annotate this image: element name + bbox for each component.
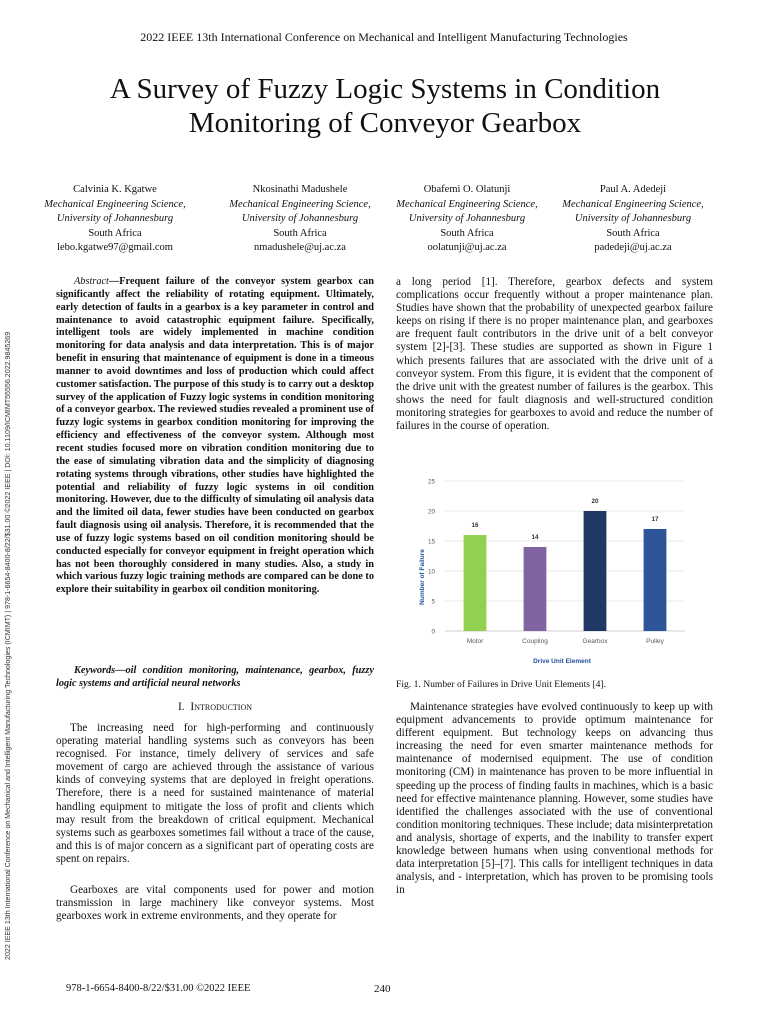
side-citation-text: 2022 IEEE 13th International Conference on Mechanical and Intelligent Manufacturing Technologies (ICMIMT) | 978-1-6654-8400-8/22/$31.00 ©2022 IEEE | DOI: 10.1109/ICMIMT55556.2022.9845269: [4, 331, 12, 960]
author-country: South Africa: [606, 227, 660, 239]
conference-header: 2022 IEEE 13th International Conference on Mechanical and Intelligent Manufacturing Technologies: [140, 30, 628, 44]
author-email[interactable]: padedeji@uj.ac.za: [594, 242, 672, 253]
bar-gearbox: [584, 511, 607, 631]
y-tick-label: 20: [427, 508, 435, 516]
author-university: University of Johannesburg: [408, 213, 526, 224]
x-tick-label: Gearbox: [582, 638, 608, 645]
author-email[interactable]: oolatunji@uj.ac.za: [427, 242, 507, 253]
failure-bar-chart: [403, 474, 703, 674]
y-tick-label: 5: [431, 598, 435, 606]
y-tick-label: 25: [427, 478, 435, 486]
author-country: South Africa: [273, 227, 327, 239]
author-department: Mechanical Engineering Science,: [44, 198, 186, 210]
abstract-text: —Frequent failure of the conveyor system gearbox can significantly affect the reliability of rotating equipment. Ultimately, early detection of faults in a gearbox is a key parameter in control and maintenance to avoid catastrophic equipment failure. Specifically, intelligent tools are widely implemented in machine condition monitoring for data analysis and data interpretation. This is of major benefit in ensuring that maintenance of equipment is done in a timeous manner to avoid downtimes and loss of production which could affect customer satisfaction. The purpose of this study is to carry out a desktop survey of the application of Fuzzy logic systems in condition monitoring of a conveyor gearbox. The reviewed studies revealed a prominent use of fuzzy logic systems in gearbox condition monitoring for improving the efficiency and effectiveness of the conveyor system. Although most recent studies focused more on vibration condition monitoring due to the ease of simulating vibration data and the simplicity of diagnosing rotating systems through vibrations, other studies have highlighted the potential and reliability of fuzzy logic systems in oil condition monitoring. However, due to the difficulty of simulating oil analysis data and the limited oil data, fewer studies have been conducted on gearbox fault diagnosis using oil analysis. Therefore, it is recommended that the use of fuzzy logic systems based on oil condition monitoring should be conducted especially for conveyor equipment in freight operation which has not been thoroughly considered in many studies. Also, a study in which various fuzzy logic training methods are compared can be done to explore their suitability in gearbox oil condition monitoring.: [56, 276, 374, 596]
y-tick-label: 10: [427, 568, 435, 576]
bar-pulley: [644, 529, 667, 631]
bar-motor: [464, 535, 487, 631]
body-paragraph: Gearboxes are vital components used for power and motion transmission in large machinery like conveyor systems. Most gearboxes work in extreme environments, and they operate for: [56, 884, 374, 923]
bar-coupling: [524, 547, 547, 631]
title-line-1: A Survey of Fuzzy Logic Systems in Condition: [109, 73, 661, 105]
data-label: 20: [591, 498, 599, 505]
abstract: [56, 276, 374, 597]
author-country: South Africa: [440, 227, 494, 239]
x-tick-label: Pulley: [646, 638, 664, 645]
author-email[interactable]: lebo.kgatwe97@gmail.com: [57, 242, 173, 253]
author-department: Mechanical Engineering Science,: [396, 198, 538, 210]
author-block: [30, 183, 200, 256]
paper-title: [60, 72, 710, 140]
author-country: South Africa: [88, 227, 142, 239]
author-block: [215, 183, 385, 256]
abstract-label: Abstract: [74, 276, 109, 287]
x-axis-label: Drive Unit Element: [533, 658, 591, 665]
figure-caption: Fig. 1. Number of Failures in Drive Unit Elements [4].: [396, 679, 606, 690]
author-department: Mechanical Engineering Science,: [562, 198, 704, 210]
author-university: University of Johannesburg: [574, 213, 692, 224]
x-tick-label: Coupling: [522, 638, 548, 645]
author-name: Paul A. Adedeji: [599, 184, 667, 195]
body-paragraph: a long period [1]. Therefore, gearbox defects and system complications occur frequently without a proper maintenance plan. Studies have shown that the probability of unexpected gearbox failure keeps on rising if there is no proper maintenance plan, and gearboxes are frequent fault contributors in the drive unit of a belt conveyor system [2]-[3]. These studies are supported as shown in Figure 1 which presents failures that are associated with the drive unit of a conveyor system. From this figure, it is evident that the component of the drive unit with the greatest number of failures is the gearbox. This shows the need for fault diagnosis and well-structured condition monitoring strategies for gearboxes to avoid and reduce the number of failures in the course of operation.: [396, 276, 713, 433]
x-tick-label: Motor: [466, 638, 484, 645]
body-paragraph: The increasing need for high-performing and continuously operating material handling systems such as conveyors has been recognised. For instance, timely delivery of services and safe movement of cargo are achieved through the assistance of various kinds of conveying systems that are deployed in freight operations. Therefore, there is a need for sustained maintenance of material handling equipment to mitigate the loss of profit and clients which may result from the breakdown of critical equipment. Mechanical systems such as gearboxes sometimes fail without a trace of the cause, and this is of major concern as a significant part of operating costs are spent on repairs.: [56, 722, 374, 865]
page-number: 240: [374, 983, 391, 995]
body-paragraph: Maintenance strategies have evolved continuously to keep up with equipment advancements to provide optimum maintenance for different equipment. But technology keeps on advancing thus increasing the need for even smarter maintenance methods for maintenance of modernised equipment. The use of condition monitoring (CM) in maintenance has proven to be more influential in speeding up the process of finding faults in machines, which is a basic need for effective maintenance planning. However, some studies have identified the challenges associated with the use of conventional condition monitoring techniques. These include; data misinterpretation and analysis, shortage of experts, and the inability to transfer expert knowledge between humans when using conventional methods for data interpretation [5]–[7]. This calls for intelligent techniques in data analysis, and - interpretation, which has proven to be promising tools in: [396, 701, 714, 897]
y-tick-label: 0: [431, 628, 435, 636]
author-block: [382, 183, 552, 256]
footer-isbn: 978-1-6654-8400-8/22/$31.00 ©2022 IEEE: [66, 983, 251, 994]
author-block: [548, 183, 718, 256]
section-heading: [56, 701, 374, 713]
author-university: University of Johannesburg: [241, 213, 359, 224]
data-label: 14: [531, 534, 539, 541]
author-university: University of Johannesburg: [56, 213, 174, 224]
author-name: Obafemi O. Olatunji: [423, 184, 511, 195]
x-axis-categories: [467, 638, 665, 645]
y-tick-label: 15: [427, 538, 435, 546]
chart-bars: [464, 498, 667, 631]
author-department: Mechanical Engineering Science,: [229, 198, 371, 210]
keywords: [56, 664, 374, 690]
section-title: Introduction: [190, 701, 253, 713]
author-email[interactable]: nmadushele@uj.ac.za: [254, 242, 346, 253]
author-name: Calvinia K. Kgatwe: [73, 184, 157, 195]
y-axis-label: Number of Failure: [419, 549, 426, 605]
side-margin-citation: [4, 100, 20, 960]
title-line-2: Monitoring of Conveyor Gearbox: [188, 107, 582, 139]
y-axis-ticks: [428, 478, 436, 635]
keywords-text: —oil condition monitoring, maintenance, gearbox, fuzzy logic systems and artificial neural networks: [56, 665, 374, 689]
keywords-label: Keywords: [74, 665, 116, 676]
section-number: I.: [177, 701, 185, 713]
data-label: 17: [651, 516, 659, 523]
data-label: 16: [471, 522, 479, 529]
author-name: Nkosinathi Madushele: [252, 184, 348, 195]
